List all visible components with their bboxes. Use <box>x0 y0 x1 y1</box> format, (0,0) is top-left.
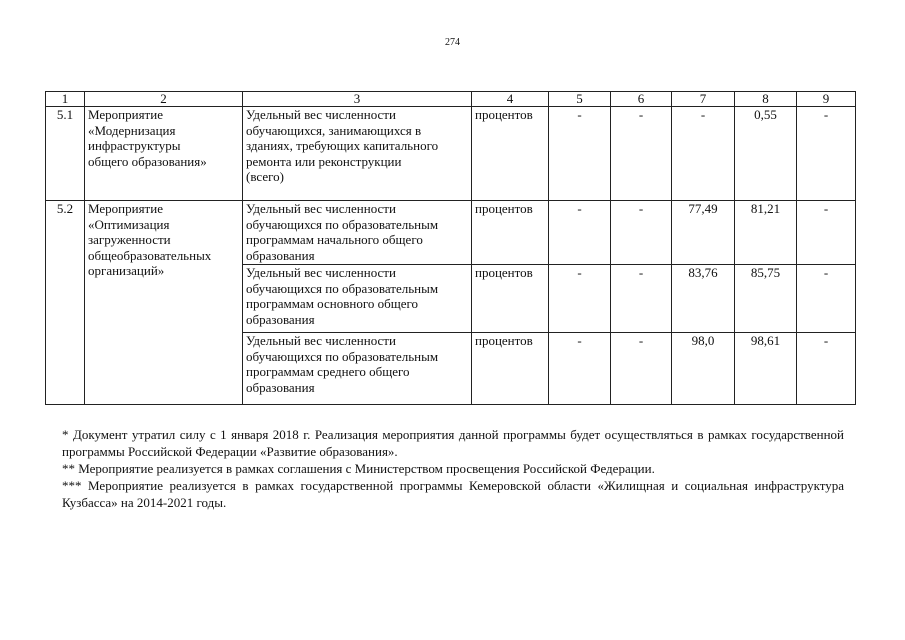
footnotes <box>62 426 844 511</box>
indicator-line: Удельный вес численности <box>246 107 396 122</box>
value-cell: 81,21 <box>735 201 797 265</box>
indicator-line: программам среднего общего <box>246 364 410 379</box>
event-line: общего образования» <box>88 153 207 169</box>
indicators-table <box>45 91 856 405</box>
indicator-line: Удельный вес численности <box>246 333 396 348</box>
value-cell: - <box>549 107 611 201</box>
value-cell: 85,75 <box>735 265 797 333</box>
event-line: Мероприятие <box>88 107 163 122</box>
value-cell: - <box>797 107 856 201</box>
indicator-name <box>243 201 472 265</box>
indicator-line: обучающихся по образовательным <box>246 216 439 232</box>
value-cell: 98,61 <box>735 333 797 405</box>
value-cell: - <box>549 265 611 333</box>
indicator-line: зданиях, требующих капитального <box>246 138 439 153</box>
unit-cell: процентов <box>472 201 549 265</box>
header-cell: 8 <box>735 92 797 107</box>
header-cell: 5 <box>549 92 611 107</box>
event-line: «Оптимизация <box>88 216 170 232</box>
table-row-5-1 <box>46 107 856 201</box>
value-cell: - <box>611 107 672 201</box>
indicator-line: образования <box>246 311 315 327</box>
value-cell: - <box>797 265 856 333</box>
indicator-line: обучающихся по образовательным <box>246 280 439 296</box>
footnote-2: ** Мероприятие реализуется в рамках соглашения с Министерством просвещения Российской Федерации. <box>62 461 655 476</box>
unit-cell: процентов <box>472 107 549 201</box>
event-name <box>85 201 243 405</box>
footnote-1: * Документ утратил силу с 1 января 2018 г. Реализация мероприятия данной программы будет осуществляться в рамках государственной программы Российской Федерации «Развитие образования». <box>62 427 844 459</box>
event-line: загруженности <box>88 232 171 247</box>
indicator-name <box>243 265 472 333</box>
indicator-line: Удельный вес численности <box>246 201 396 216</box>
page-number: 274 <box>445 37 460 48</box>
header-cell: 1 <box>46 92 85 107</box>
indicator-line: Удельный вес численности <box>246 265 396 280</box>
value-cell: 0,55 <box>735 107 797 201</box>
unit-cell: процентов <box>472 265 549 333</box>
indicator-line: ремонта или реконструкции <box>246 153 402 169</box>
unit-cell: процентов <box>472 333 549 405</box>
header-cell: 6 <box>611 92 672 107</box>
value-cell: - <box>797 333 856 405</box>
value-cell: - <box>611 333 672 405</box>
header-cell: 3 <box>243 92 472 107</box>
event-line: Мероприятие <box>88 201 163 216</box>
indicator-line: (всего) <box>246 169 284 184</box>
value-cell: 83,76 <box>672 265 735 333</box>
indicator-line: программам основного общего <box>246 296 418 311</box>
event-name <box>85 107 243 201</box>
row-number: 5.2 <box>46 201 85 405</box>
header-cell: 4 <box>472 92 549 107</box>
value-cell: - <box>549 333 611 405</box>
header-cell: 7 <box>672 92 735 107</box>
value-cell: 98,0 <box>672 333 735 405</box>
footnote-3: *** Мероприятие реализуется в рамках государственной программы Кемеровской области «Жилищная и социальная инфраструктура Кузбасса» на 2014-2021 годы. <box>62 478 844 510</box>
indicator-line: образования <box>246 379 315 395</box>
table-header-row <box>46 92 856 107</box>
indicator-name <box>243 107 472 201</box>
indicator-name <box>243 333 472 405</box>
row-number: 5.1 <box>46 107 85 201</box>
header-cell: 9 <box>797 92 856 107</box>
header-cell: 2 <box>85 92 243 107</box>
table-row-5-2-a <box>46 201 856 265</box>
value-cell: - <box>797 201 856 265</box>
indicator-line: обучающихся, занимающихся в <box>246 122 422 138</box>
indicator-line: обучающихся по образовательным <box>246 348 439 364</box>
event-line: организаций» <box>88 263 165 278</box>
indicator-line: образования <box>246 247 315 263</box>
value-cell: - <box>611 201 672 265</box>
event-line: инфраструктуры <box>88 138 181 153</box>
value-cell: - <box>611 265 672 333</box>
value-cell: 77,49 <box>672 201 735 265</box>
event-line: «Модернизация <box>88 122 176 138</box>
value-cell: - <box>549 201 611 265</box>
indicator-line: программам начального общего <box>246 232 423 247</box>
value-cell: - <box>672 107 735 201</box>
event-line: общеобразовательных <box>88 247 212 263</box>
